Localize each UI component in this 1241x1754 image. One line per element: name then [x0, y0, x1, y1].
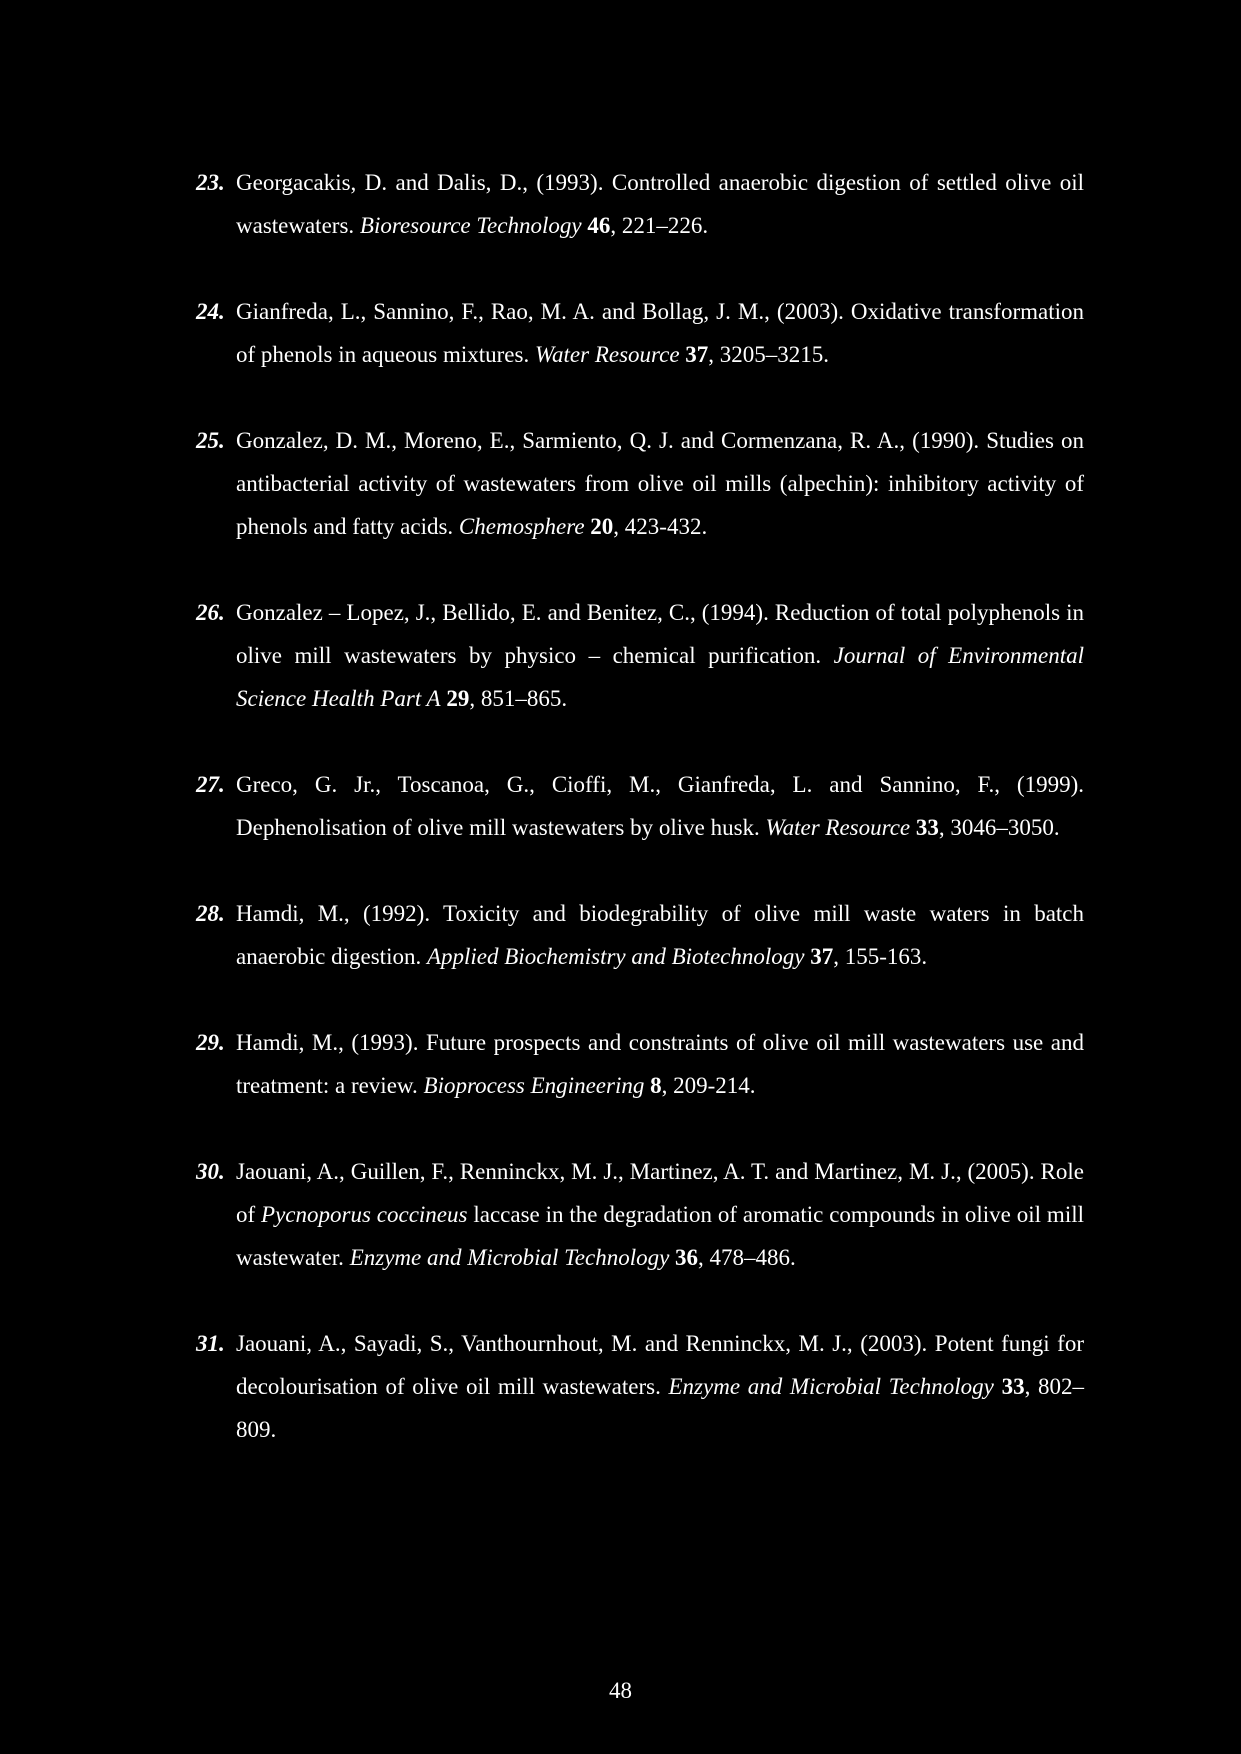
page-number: 48: [609, 1678, 632, 1703]
reference-pages: , 3046–3050.: [938, 815, 1060, 840]
reference-volume: 29: [446, 686, 470, 711]
reference-title: Toxicity and biodegrability of olive mill waste waters in batch anaerobic digestion.: [236, 901, 1084, 969]
reference-journal: Applied Biochemistry and Biotechnology: [426, 944, 805, 969]
reference-journal: Bioresource Technology: [359, 213, 582, 238]
reference-title: Studies on antibacterial activity of wastewaters from olive oil mills (alpechin): inhibitory activity of phenols and fatty acids.: [236, 428, 1085, 539]
reference-journal: Enzyme and Microbial Technology: [349, 1245, 670, 1270]
reference-authors: Gianfreda, L., Sannino, F., Rao, M. A. and Bollag, J. M., (2003).: [236, 299, 844, 324]
reference-authors: Jaouani, A., Guillen, F., Renninckx, M. J., Martinez, A. T. and Martinez, M. J., (2005).: [236, 1159, 1035, 1184]
reference-volume: 20: [590, 514, 614, 539]
reference-volume: 33: [1001, 1374, 1025, 1399]
reference-pages: , 802–809.: [236, 1374, 1085, 1442]
reference-pages: , 209-214.: [661, 1073, 756, 1098]
reference-title-post: laccase in the degradation of aromatic compounds in olive oil mill wastewater.: [236, 1202, 1084, 1270]
reference-volume: 8: [650, 1073, 662, 1098]
reference-species: Pycnoporus coccineus: [261, 1202, 468, 1227]
reference-title: Reduction of total polyphenols in olive mill wastewaters by physico – chemical purification.: [236, 600, 1085, 668]
reference-pages: , 851–865.: [469, 686, 568, 711]
reference-26: [196, 591, 1084, 720]
reference-30: [196, 1150, 1084, 1279]
reference-authors: Hamdi, M., (1993).: [236, 1030, 419, 1055]
reference-journal: Journal of Environmental Science Health Part A: [236, 643, 1084, 711]
reference-authors: Gonzalez, D. M., Moreno, E., Sarmiento, Q. J. and Cormenzana, R. A., (1990).: [236, 428, 980, 453]
reference-number: 25.: [196, 428, 225, 453]
reference-authors: Georgacakis, D. and Dalis, D., (1993).: [236, 170, 604, 195]
reference-title: Potent fungi for decolourisation of olive oil mill wastewaters.: [236, 1331, 1084, 1399]
reference-29: [196, 1021, 1084, 1107]
reference-number: 24.: [196, 299, 225, 324]
reference-authors: Greco, G. Jr., Toscanoa, G., Cioffi, M., Gianfreda, L. and Sannino, F., (1999).: [236, 772, 1084, 797]
reference-journal: Bioprocess Engineering: [423, 1073, 645, 1098]
reference-24: [196, 290, 1084, 376]
reference-number: 23.: [196, 170, 225, 195]
reference-journal: Water Resource: [534, 342, 680, 367]
reference-volume: 36: [675, 1245, 699, 1270]
reference-title-pre: Role of: [236, 1159, 1084, 1227]
reference-volume: 37: [685, 342, 709, 367]
reference-authors: Gonzalez – Lopez, J., Bellido, E. and Benitez, C., (1994).: [236, 600, 769, 625]
reference-pages: , 478–486.: [698, 1245, 796, 1270]
reference-volume: 33: [915, 815, 939, 840]
reference-23: [196, 161, 1084, 247]
reference-title: Future prospects and constraints of olive oil mill wastewaters use and treatment: a review.: [236, 1030, 1084, 1098]
reference-pages: , 3205–3215.: [708, 342, 830, 367]
reference-authors: Jaouani, A., Sayadi, S., Vanthournhout, M. and Renninckx, M. J., (2003).: [236, 1331, 928, 1356]
reference-number: 30.: [196, 1159, 225, 1184]
reference-list: [196, 161, 1084, 1451]
reference-number: 27.: [196, 772, 225, 797]
reference-number: 31.: [196, 1331, 225, 1356]
reference-pages: , 155-163.: [833, 944, 928, 969]
reference-authors: Hamdi, M., (1992).: [236, 901, 431, 926]
reference-title: Dephenolisation of olive mill wastewaters by olive husk.: [236, 815, 766, 840]
reference-number: 29.: [196, 1030, 225, 1055]
reference-title: Oxidative transformation of phenols in aqueous mixtures.: [236, 299, 1085, 367]
reference-journal: Chemosphere: [458, 514, 585, 539]
reference-28: [196, 892, 1084, 978]
reference-27: [196, 763, 1084, 849]
reference-number: 26.: [196, 600, 225, 625]
reference-pages: , 221–226.: [610, 213, 709, 238]
reference-journal: Enzyme and Microbial Technology: [668, 1374, 994, 1399]
reference-title: Controlled anaerobic digestion of settled olive oil wastewaters.: [236, 170, 1084, 238]
reference-number: 28.: [196, 901, 225, 926]
reference-volume: 37: [810, 944, 834, 969]
reference-journal: Water Resource: [765, 815, 911, 840]
reference-pages: , 423-432.: [613, 514, 708, 539]
reference-25: [196, 419, 1084, 548]
reference-31: [196, 1322, 1084, 1451]
reference-volume: 46: [587, 213, 611, 238]
